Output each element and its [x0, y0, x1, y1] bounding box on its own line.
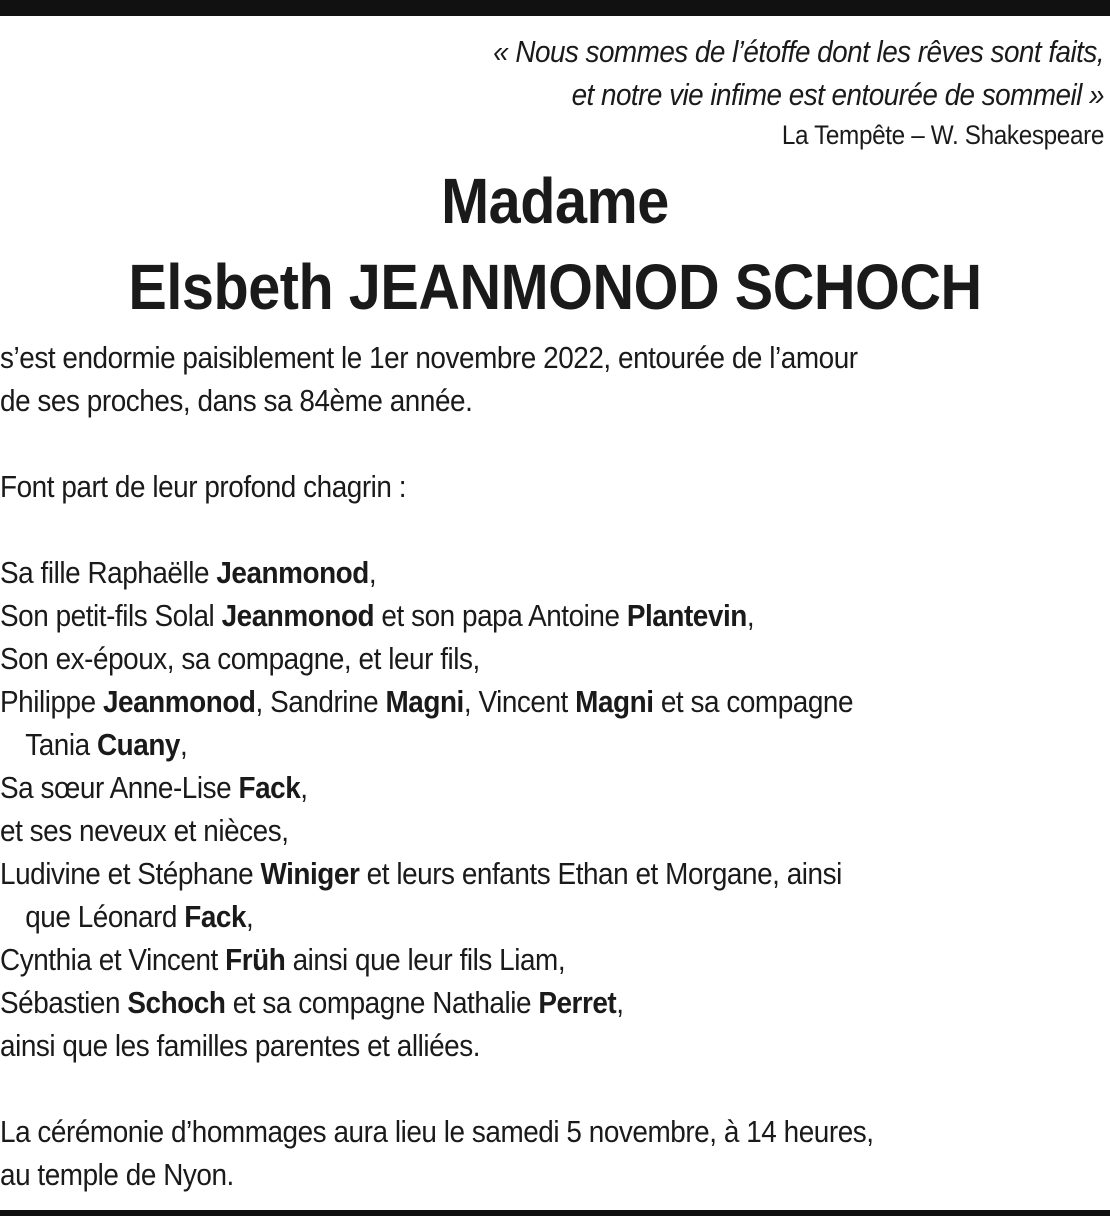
family-surname: Magni	[575, 684, 654, 719]
family-surname: Schoch	[127, 985, 226, 1020]
top-border-rule	[0, 0, 1110, 16]
family-line	[0, 981, 1080, 1024]
family-text: et leurs enfants Ethan et Morgane, ainsi	[359, 856, 842, 891]
family-line	[0, 594, 1080, 637]
grief-intro: Font part de leur profond chagrin :	[0, 469, 407, 504]
family-surname: Fack	[184, 899, 247, 934]
family-text: , Vincent	[463, 684, 576, 719]
family-surname: Jeanmonod	[216, 555, 369, 590]
family-line	[0, 766, 1080, 809]
family-text: Sa sœur Anne-Lise	[0, 770, 239, 805]
family-text: Tania	[25, 727, 97, 762]
family-line	[0, 852, 1080, 895]
family-text: Sébastien	[0, 985, 128, 1020]
family-text: ,	[368, 555, 377, 590]
spacer	[0, 1067, 1080, 1110]
family-surname: Cuany	[96, 727, 180, 762]
family-text: Cynthia et Vincent	[0, 942, 226, 977]
family-text: et son papa Antoine	[374, 598, 627, 633]
family-surname: Magni	[385, 684, 464, 719]
epigraph-quote	[114, 30, 1104, 116]
family-surname: Perret	[538, 985, 617, 1020]
quote-line-2: et notre vie infime est entourée de sommeil »	[571, 77, 1104, 112]
family-line	[0, 680, 1080, 723]
deceased-full-name: Elsbeth JEANMONOD SCHOCH	[128, 251, 982, 323]
family-text: ainsi que leur fils Liam,	[285, 942, 566, 977]
honorific-title: Madame	[441, 165, 669, 237]
family-text: Son petit-fils Solal	[0, 598, 222, 633]
family-text: ,	[300, 770, 308, 805]
family-line	[0, 938, 1080, 981]
family-line: ainsi que les familles parentes et alliées.	[0, 1028, 481, 1063]
quote-source: La Tempête – W. Shakespeare	[781, 120, 1104, 150]
family-text: Ludivine et Stéphane	[0, 856, 261, 891]
family-line: et ses neveux et nièces,	[0, 813, 289, 848]
spacer	[0, 422, 1080, 465]
family-line	[0, 551, 1080, 594]
ceremony-line-1: La cérémonie d’hommages aura lieu le samedi 5 novembre, à 14 heures,	[0, 1114, 874, 1149]
obituary-body	[0, 336, 1080, 1196]
family-text: ,	[616, 985, 624, 1020]
bottom-border-rule	[0, 1210, 1110, 1216]
family-line: Son ex-époux, sa compagne, et leur fils,	[0, 641, 480, 676]
family-text: ,	[746, 598, 755, 633]
family-surname: Winiger	[260, 856, 360, 891]
family-text: ,	[246, 899, 254, 934]
announcement-line-1: s’est endormie paisiblement le 1er novembre 2022, entourée de l’amour	[0, 340, 858, 375]
family-surname: Früh	[225, 942, 286, 977]
family-text: ,	[179, 727, 188, 762]
family-line	[0, 895, 1080, 938]
family-text: Philippe	[0, 684, 103, 719]
family-surname: Plantevin	[626, 598, 747, 633]
ceremony-line-2: au temple de Nyon.	[0, 1157, 234, 1192]
spacer	[0, 508, 1080, 551]
family-text: que Léonard	[25, 899, 185, 934]
family-text: , Sandrine	[255, 684, 386, 719]
family-text: Sa fille Raphaëlle	[0, 555, 217, 590]
family-surname: Jeanmonod	[221, 598, 375, 633]
family-text: et sa compagne Nathalie	[225, 985, 539, 1020]
family-surname: Jeanmonod	[102, 684, 256, 719]
deceased-name-block	[56, 158, 1055, 330]
announcement-line-2: de ses proches, dans sa 84ème année.	[0, 383, 473, 418]
quote-line-1: « Nous sommes de l’étoffe dont les rêves sont faits,	[493, 34, 1104, 69]
family-surname: Fack	[238, 770, 301, 805]
family-text: et sa compagne	[653, 684, 854, 719]
family-line	[0, 723, 1080, 766]
